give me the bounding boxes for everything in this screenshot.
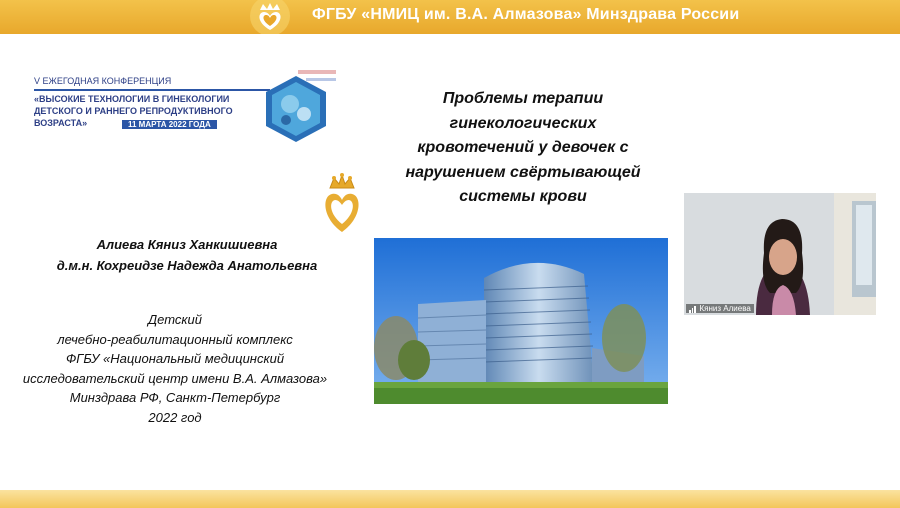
authors — [22, 234, 352, 276]
conference-title-line: ВОЗРАСТА» — [34, 118, 88, 128]
conference-hexagon-image — [256, 70, 336, 148]
slide-title-line: нарушением свёртывающей — [405, 163, 641, 181]
participant-video-feed — [684, 193, 876, 315]
author-name: Алиева Кяниз Ханкишиевна — [96, 237, 278, 252]
organization-line: лечебно-реабилитационный комплекс — [57, 331, 293, 347]
participant-video[interactable] — [684, 193, 876, 315]
organization-line: 2022 год — [148, 409, 202, 425]
footer-bar — [0, 490, 900, 508]
crowned-heart-logo — [318, 172, 366, 236]
building-photo — [374, 238, 668, 404]
conference-edition: V ЕЖЕГОДНАЯ КОНФЕРЕНЦИЯ — [34, 76, 172, 86]
signal-bars-icon — [689, 304, 697, 313]
conference-title-line: «ВЫСОКИЕ ТЕХНОЛОГИИ В ГИНЕКОЛОГИИ — [34, 94, 230, 104]
slide-title-line: системы крови — [459, 188, 587, 205]
header-title: ФГБУ «НМИЦ им. В.А. Алмазова» Минздрава России — [312, 6, 740, 23]
crowned-heart-logo — [246, 0, 294, 34]
organization-line: Минздрава РФ, Санкт-Петербург — [69, 390, 281, 405]
slide-title-line: кровотечений у девочек с — [417, 139, 629, 156]
conference-divider — [34, 89, 270, 91]
participant-name: Кяниз Алиева — [699, 304, 751, 313]
header-bar — [0, 0, 900, 34]
author-name: д.м.н. Кохреидзе Надежда Анатольевна — [56, 258, 318, 273]
organization-line: ФГБУ «Национальный медицинский — [65, 351, 285, 366]
organization — [0, 310, 350, 427]
conference-date: 11 МАРТА 2022 ГОДА — [122, 120, 217, 129]
organization-line: исследовательский центр имени В.А. Алмазова» — [22, 370, 328, 386]
organization-line: Детский — [147, 312, 203, 327]
slide-title — [378, 87, 668, 210]
conference-title-line: ДЕТСКОГО И РАННЕГО РЕПРОДУКТИВНОГО — [34, 106, 233, 116]
conference-banner — [30, 68, 350, 146]
participant-name-label — [686, 304, 754, 313]
slide-title-line: гинекологических — [449, 114, 597, 132]
slide-title-line: Проблемы терапии — [442, 90, 604, 107]
